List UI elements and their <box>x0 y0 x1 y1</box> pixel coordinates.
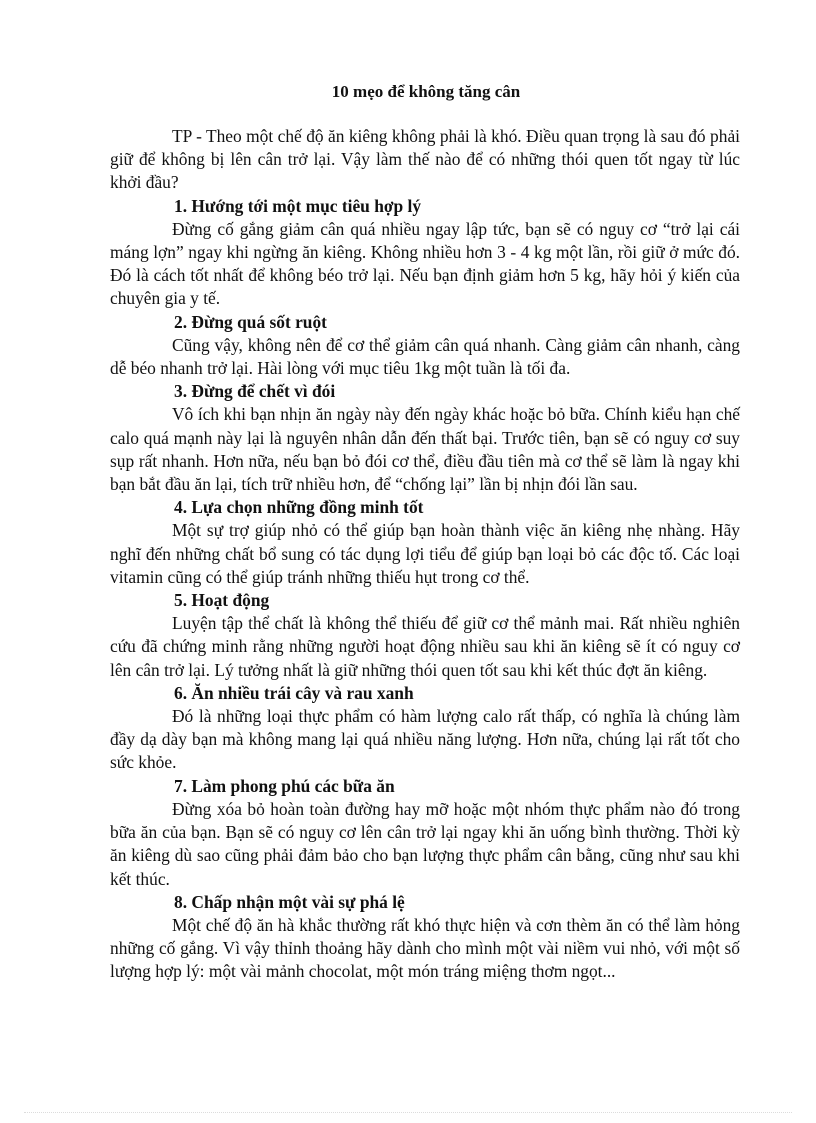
intro-paragraph: TP - Theo một chế độ ăn kiêng không phải là khó. Điều quan trọng là sau đó phải giữ để không bị lên cân trở lại. Vậy làm thế nào để có những thói quen tốt ngay từ lúc khởi đầu? <box>110 126 740 193</box>
section-body: Một chế độ ăn hà khắc thường rất khó thực hiện và cơn thèm ăn có thể làm hỏng những cố gắng. Vì vậy thỉnh thoảng hãy dành cho mình một vài niềm vui nhỏ, với một số lượng hợp lý: một vài mảnh chocolat, một món tráng miệng thơm ngọt... <box>110 914 740 982</box>
section-4 <box>110 496 740 589</box>
section-1 <box>110 195 740 311</box>
section-body: Đừng xóa bỏ hoàn toàn đường hay mỡ hoặc một nhóm thực phẩm nào đó trong bữa ăn của bạn. Bạn sẽ có nguy cơ lên cân trở lại ngay khi ăn uống bình thường. Thời kỳ ăn kiêng dù sao cũng phải đảm bảo cho bạn lượng thực phẩm cân bằng, cũng như sau khi kết thúc. <box>110 798 740 889</box>
section-heading: 3. Đừng để chết vì đói <box>174 381 336 402</box>
section-heading: 2. Đừng quá sốt ruột <box>174 311 327 332</box>
section-heading: 6. Ăn nhiều trái cây và rau xanh <box>174 682 414 703</box>
page-bottom-divider <box>24 1112 792 1113</box>
section-5 <box>110 589 740 682</box>
section-3 <box>110 380 740 496</box>
section-7 <box>110 775 740 891</box>
document-content <box>110 80 740 984</box>
section-2 <box>110 311 740 381</box>
section-6 <box>110 682 740 775</box>
section-body: Đó là những loại thực phẩm có hàm lượng calo rất thấp, có nghĩa là chúng làm đầy dạ dày bạn mà không mang lại quá nhiều năng lượng. Hơn nữa, chúng lại rất tốt cho sức khỏe. <box>110 706 740 773</box>
section-8 <box>110 891 740 984</box>
section-heading: 8. Chấp nhận một vài sự phá lệ <box>174 891 405 912</box>
section-body: Một sự trợ giúp nhỏ có thể giúp bạn hoàn thành việc ăn kiêng nhẹ nhàng. Hãy nghĩ đến những chất bổ sung có tác dụng lợi tiểu để giúp bạn loại bỏ các độc tố. Các loại vitamin cũng có thể giúp tránh những thiếu hụt trong cơ thể. <box>110 520 740 587</box>
section-heading: 7. Làm phong phú các bữa ăn <box>174 775 395 796</box>
document-title: 10 mẹo để không tăng cân <box>331 82 521 101</box>
section-heading: 4. Lựa chọn những đồng minh tốt <box>174 497 424 518</box>
section-heading: 1. Hướng tới một mục tiêu hợp lý <box>174 195 422 216</box>
section-body: Vô ích khi bạn nhịn ăn ngày này đến ngày khác hoặc bỏ bữa. Chính kiểu hạn chế calo quá mạnh này lại là nguyên nhân dẫn đến thất bại. Trước tiên, bạn sẽ có nguy cơ suy sụp rất nhanh. Hơn nữa, nếu bạn bỏ đói cơ thể, điều đầu tiên mà cơ thể sẽ làm là ngay khi bạn bắt đầu ăn lại, tích trữ nhiều hơn, để “chống lại” lần bị nhịn đói lần sau. <box>110 404 740 495</box>
section-body: Luyện tập thể chất là không thể thiếu để giữ cơ thể mảnh mai. Rất nhiều nghiên cứu đã chứng minh rằng những người hoạt động nhiều sau khi ăn kiêng sẽ ít có nguy cơ lên cân trở lại. Lý tưởng nhất là giữ những thói quen tốt sau khi kết thúc đợt ăn kiêng. <box>110 613 740 680</box>
section-heading: 5. Hoạt động <box>174 590 270 611</box>
section-body: Cũng vậy, không nên để cơ thể giảm cân quá nhanh. Càng giảm cân nhanh, càng dễ béo nhanh trở lại. Hài lòng với mục tiêu 1kg một tuần là tối đa. <box>110 334 740 379</box>
section-body: Đừng cố gắng giảm cân quá nhiều ngay lập tức, bạn sẽ có nguy cơ “trở lại cái máng lợn” ngay khi ngừng ăn kiêng. Không nhiều hơn 3 - 4 kg một lần, rồi giữ ở mức đó. Đó là cách tốt nhất để không béo trở lại. Nếu bạn định giảm hơn 5 kg, hãy hỏi ý kiến của chuyên gia y tế. <box>110 218 740 309</box>
